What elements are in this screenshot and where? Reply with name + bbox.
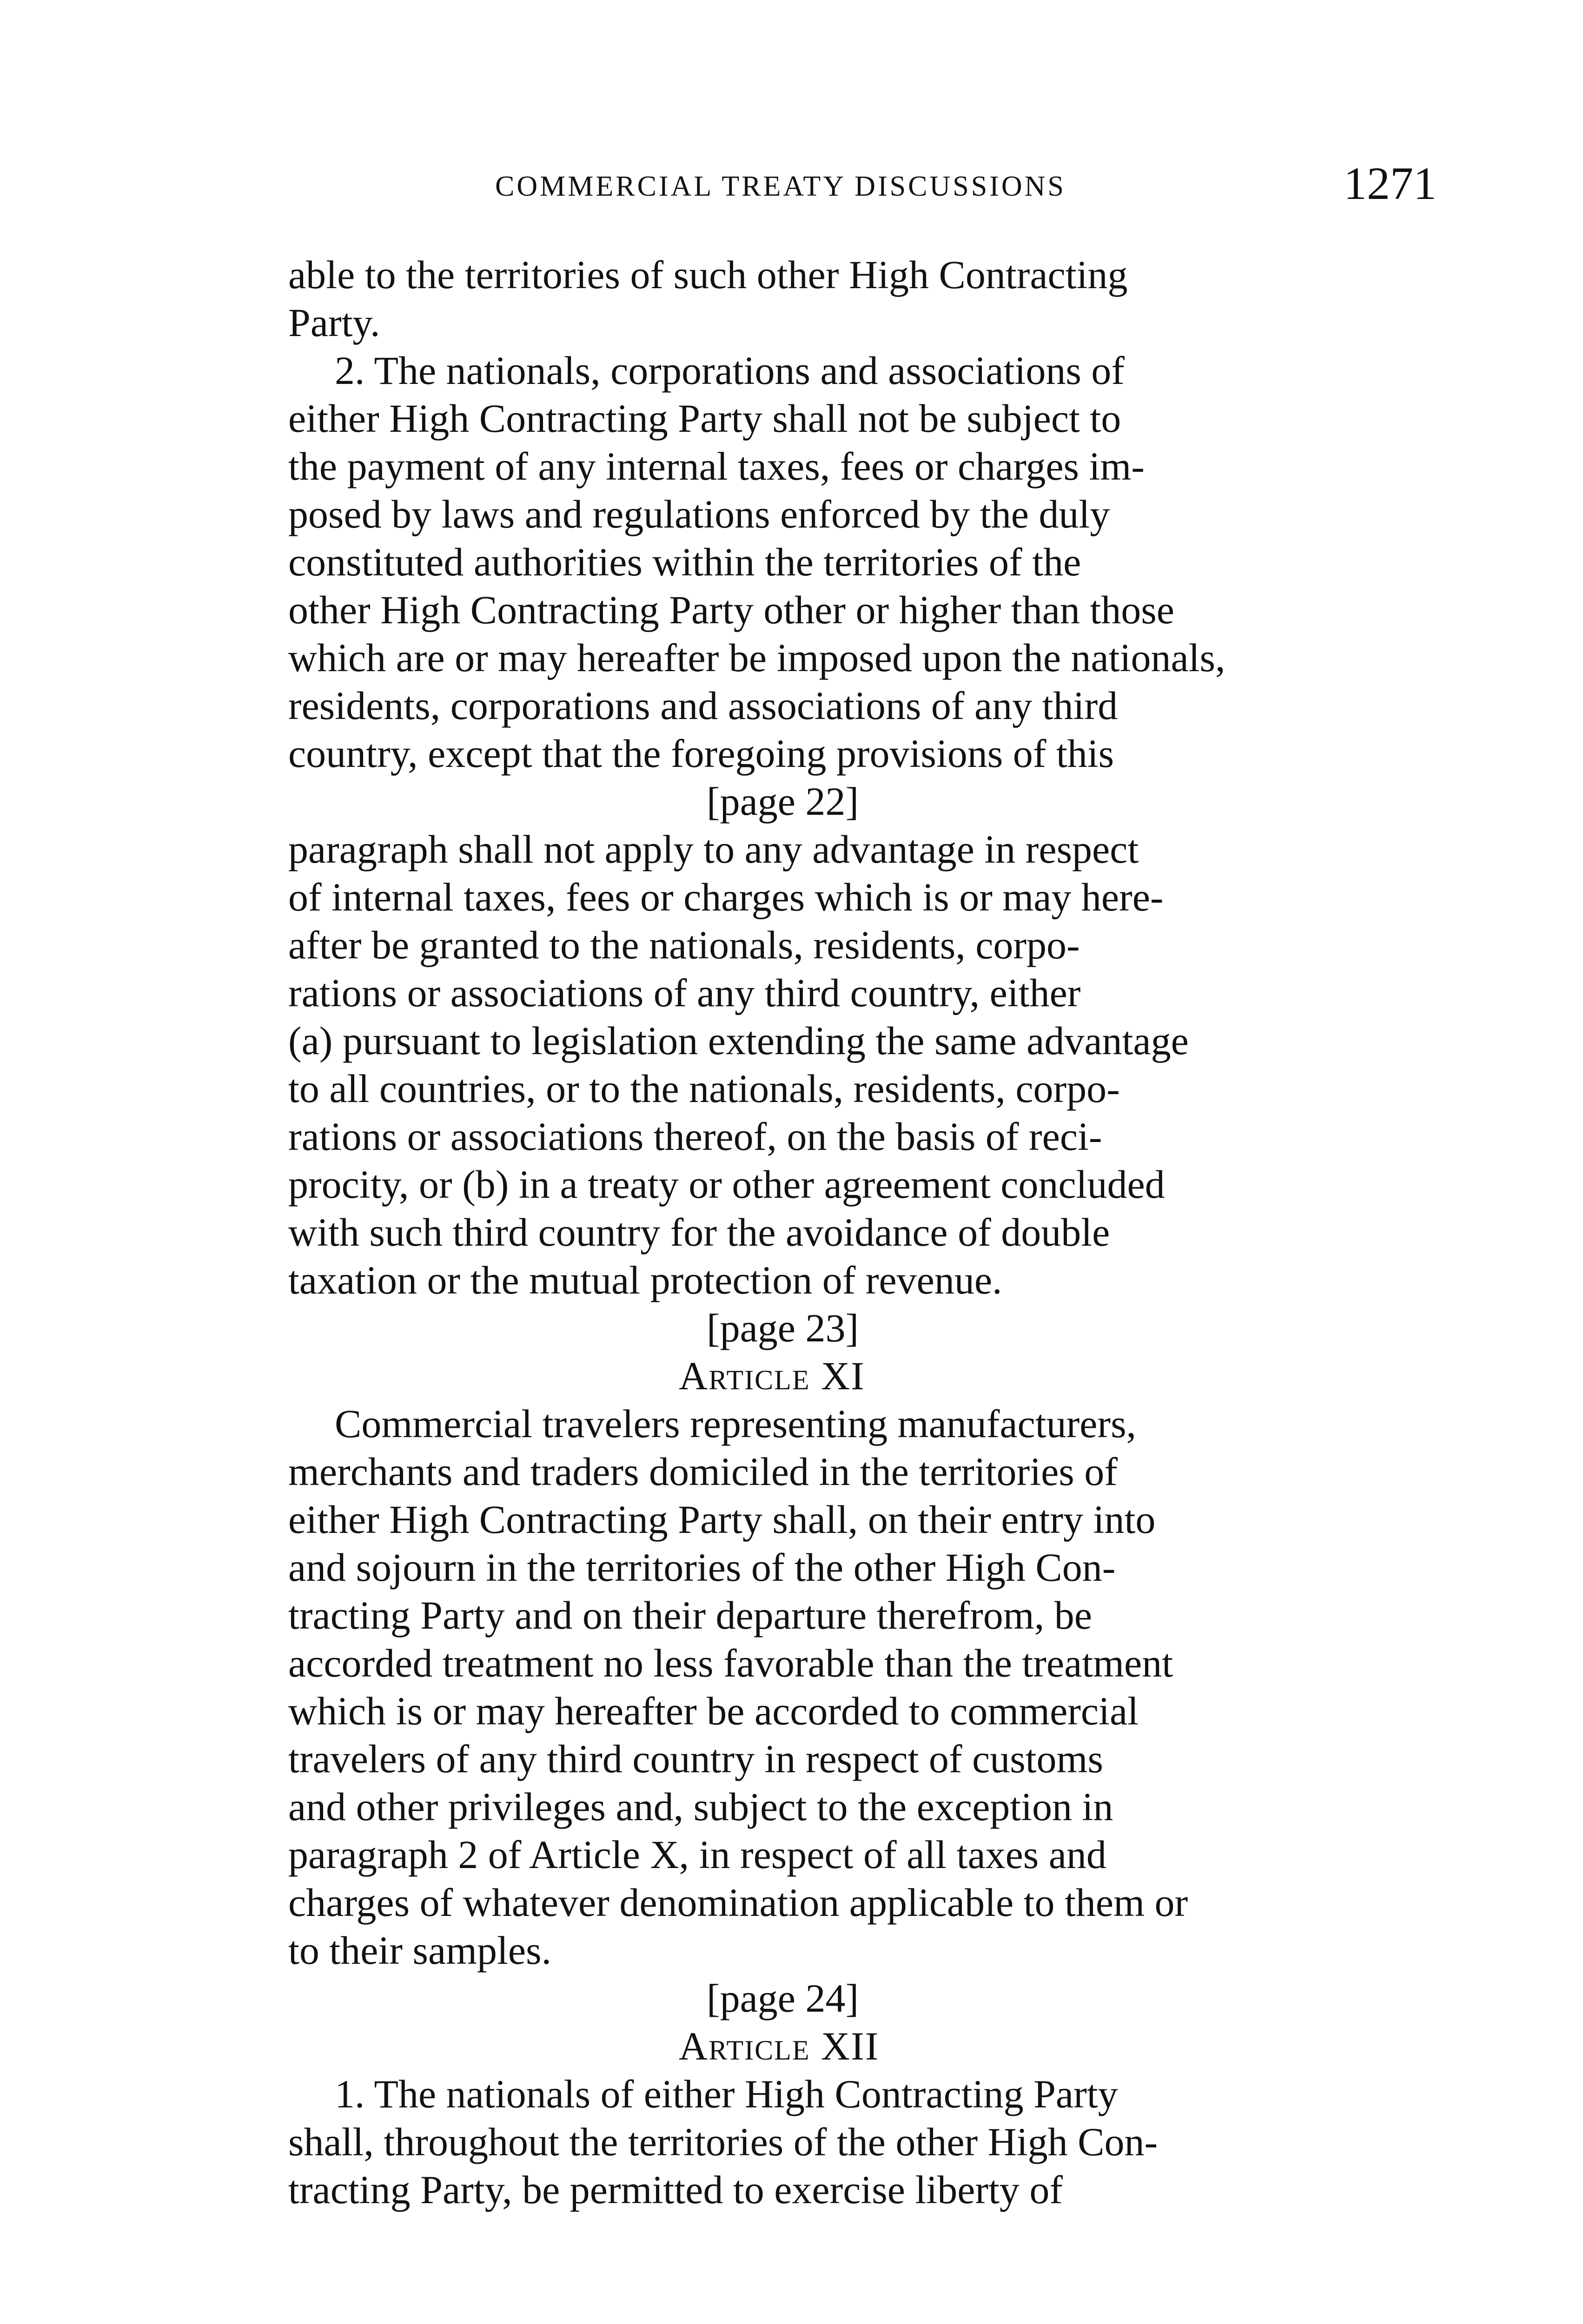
text-line: (a) pursuant to legislation extending the same advantage [288, 1018, 1189, 1063]
text-line: constituted authorities within the territories of the [288, 540, 1081, 584]
text-line: charges of whatever denomination applicable to them or [288, 1880, 1188, 1925]
text-line: rations or associations thereof, on the basis of reci- [288, 1114, 1102, 1159]
text-line: able to the territories of such other High Contracting [288, 252, 1128, 297]
text-line: shall, throughout the territories of the other High Con- [288, 2119, 1158, 2164]
paragraph-start: 2. The nationals, corporations and associations of [335, 348, 1125, 393]
text-line: which are or may hereafter be imposed upon the nationals, [288, 635, 1225, 680]
text-line: paragraph shall not apply to any advantage in respect [288, 827, 1139, 872]
article-heading: Article XI [679, 1353, 865, 1398]
text-line: and sojourn in the territories of the other High Con- [288, 1545, 1116, 1590]
page-marker: [page 23] [707, 1306, 859, 1350]
text-line: tracting Party and on their departure therefrom, be [288, 1593, 1092, 1637]
running-title: COMMERCIAL TREATY DISCUSSIONS [495, 171, 1066, 202]
paragraph-start: 1. The nationals of either High Contracting Party [335, 2072, 1118, 2116]
text-line: residents, corporations and associations of any third [288, 683, 1118, 728]
body-text [288, 251, 1367, 2214]
text-line: accorded treatment no less favorable than the treatment [288, 1641, 1173, 1685]
article-heading: Article XII [679, 2024, 880, 2068]
text-line: procity, or (b) in a treaty or other agreement concluded [288, 1162, 1165, 1207]
text-line: to their samples. [288, 1928, 552, 1973]
text-line: either High Contracting Party shall not be subject to [288, 396, 1121, 441]
text-line: of internal taxes, fees or charges which is or may here- [288, 875, 1164, 919]
text-line: tracting Party, be permitted to exercise liberty of [288, 2167, 1063, 2212]
text-line: taxation or the mutual protection of revenue. [288, 1258, 1002, 1302]
text-line: either High Contracting Party shall, on their entry into [288, 1497, 1156, 1542]
text-line: the payment of any internal taxes, fees or charges im- [288, 444, 1145, 489]
text-line: paragraph 2 of Article X, in respect of all taxes and [288, 1832, 1106, 1877]
text-line: with such third country for the avoidance of double [288, 1210, 1110, 1254]
text-line: rations or associations of any third country, either [288, 971, 1081, 1015]
text-line: merchants and traders domiciled in the territories of [288, 1449, 1118, 1494]
page-marker: [page 22] [707, 779, 859, 824]
text-line: which is or may hereafter be accorded to commercial [288, 1689, 1139, 1733]
text-line: country, except that the foregoing provisions of this [288, 731, 1114, 776]
page-marker: [page 24] [707, 1976, 859, 2020]
text-line: Party. [288, 300, 380, 345]
paragraph-start: Commercial travelers representing manufacturers, [335, 1401, 1137, 1446]
text-line: to all countries, or to the nationals, residents, corpo- [288, 1066, 1120, 1111]
text-line: other High Contracting Party other or higher than those [288, 588, 1174, 632]
text-line: travelers of any third country in respect of customs [288, 1736, 1103, 1781]
text-line: after be granted to the nationals, residents, corpo- [288, 923, 1080, 967]
text-line: posed by laws and regulations enforced by the duly [288, 492, 1110, 536]
page-number: 1271 [1344, 158, 1437, 209]
text-line: and other privileges and, subject to the exception in [288, 1784, 1113, 1829]
